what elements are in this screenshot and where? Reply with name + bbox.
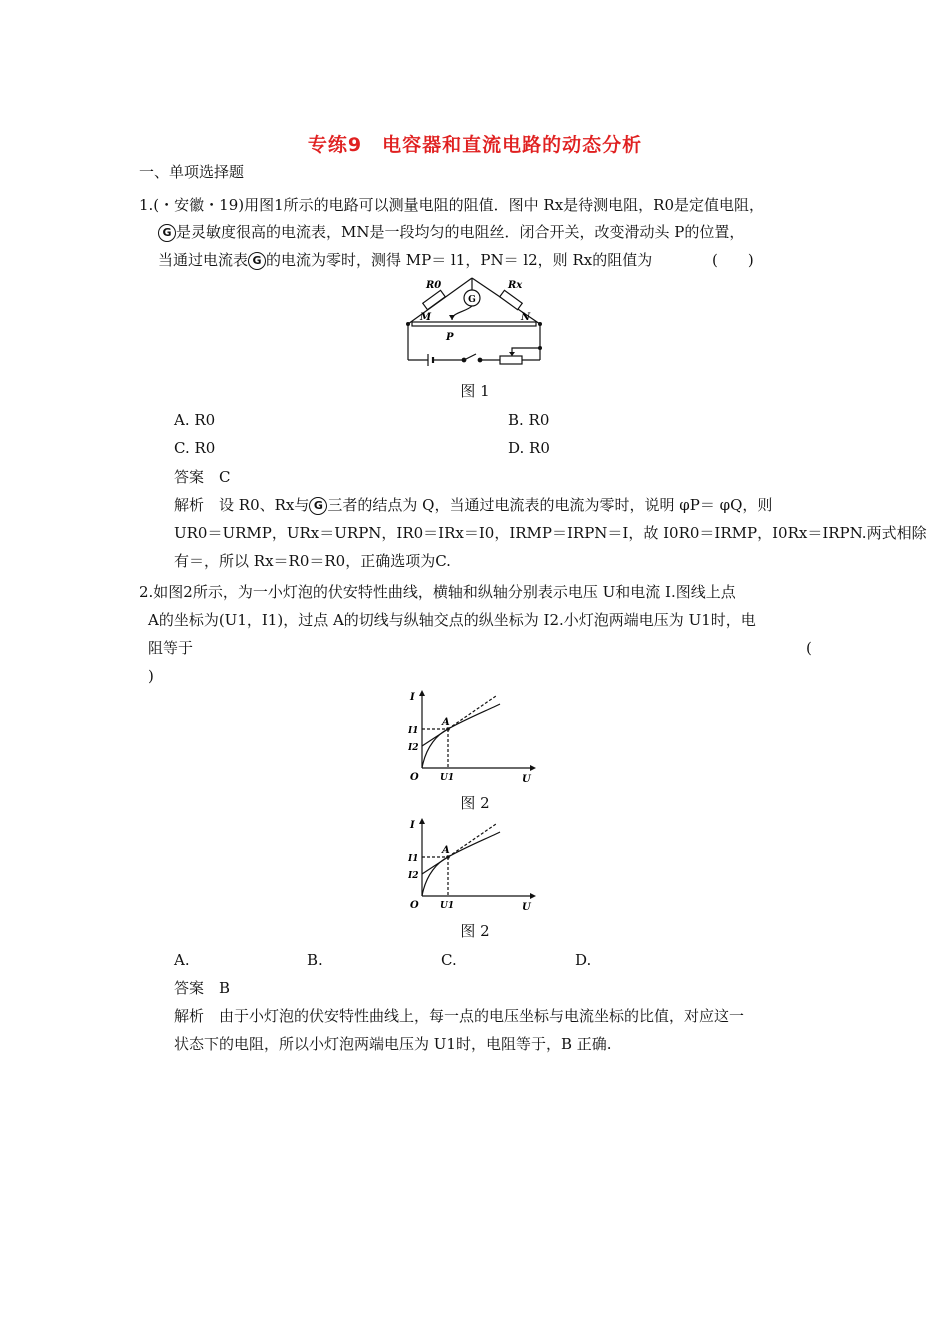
q1-analysis-text-1b: 三者的结点为 Q，当通过电流表的电流为零时，说明 φP＝ φQ，则 bbox=[327, 496, 773, 514]
q1-answer-label: 答案 bbox=[174, 468, 205, 486]
q1-analysis-line-1 bbox=[174, 495, 772, 515]
q2-analysis-text-1: 由于小灯泡的伏安特性曲线上，每一点的电压坐标与电流坐标的比值，对应这一 bbox=[219, 1007, 745, 1025]
graph2-label-i1: I1 bbox=[408, 854, 419, 864]
q2-option-a: A. bbox=[174, 951, 190, 969]
q2-option-b: B. bbox=[307, 951, 323, 969]
graph1-label-i2: I2 bbox=[408, 743, 419, 753]
circuit-label-r0: R0 bbox=[426, 280, 442, 291]
graph2-label-u1: U1 bbox=[440, 901, 455, 911]
graph1-label-u: U bbox=[522, 774, 531, 785]
q1-option-c: C. R0 bbox=[174, 439, 216, 457]
q1-line-2 bbox=[158, 222, 744, 242]
iv-curve-graph-2 bbox=[408, 814, 538, 914]
galvanometer-icon: G bbox=[309, 497, 327, 515]
q1-option-a: A. R0 bbox=[174, 411, 216, 429]
graph2-label-o: O bbox=[410, 900, 419, 911]
circuit-label-rx: Rx bbox=[508, 280, 523, 291]
q1-answer bbox=[174, 467, 231, 487]
graph2-label-a: A bbox=[442, 845, 450, 856]
q2-analysis-label: 解析 bbox=[174, 1007, 205, 1025]
circuit-label-m: M bbox=[420, 312, 432, 323]
figure-2-caption-2: 图 2 bbox=[460, 922, 490, 940]
galvanometer-icon: G bbox=[158, 224, 176, 242]
graph1-label-u1: U1 bbox=[440, 773, 455, 783]
q1-analysis-line-3: 有＝，所以 Rx＝R0＝R0，正确选项为C. bbox=[174, 552, 451, 570]
graph1-label-a: A bbox=[442, 717, 450, 728]
q2-option-d: D. bbox=[575, 951, 592, 969]
circuit-label-p: P bbox=[446, 332, 454, 343]
q2-analysis-line-1 bbox=[174, 1006, 744, 1026]
q1-line-3 bbox=[158, 250, 652, 270]
q2-line-2: A的坐标为(U1，I1)，过点 A的切线与纵轴交点的纵坐标为 I2.小灯泡两端电压为 U1时，电 bbox=[148, 611, 756, 629]
q2-paren-close: ) bbox=[148, 667, 154, 685]
graph1-label-o: O bbox=[410, 772, 419, 783]
graph2-label-u: U bbox=[522, 902, 531, 913]
circuit-diagram bbox=[400, 272, 550, 372]
q1-analysis-text-1a: 设 R0、Rx与 bbox=[219, 496, 310, 514]
graph2-label-i: I bbox=[410, 820, 415, 831]
graph1-label-i: I bbox=[410, 692, 415, 703]
q1-analysis-line-2: UR0＝URMP，URx＝URPN，IR0＝IRx＝I0，IRMP＝IRPN＝I，故 I0R0＝IRMP，I0Rx＝IRPN.两式相除 bbox=[174, 524, 927, 542]
q2-line-3: 阻等于 bbox=[148, 639, 194, 657]
q2-answer bbox=[174, 978, 230, 998]
q1-line-3b-text: 的电流为零时，测得 MP＝ l1，PN＝ l2，则 Rx的阻值为 bbox=[266, 251, 653, 269]
graph2-label-i2: I2 bbox=[408, 871, 419, 881]
q2-option-c: C. bbox=[441, 951, 457, 969]
figure-1-caption: 图 1 bbox=[460, 382, 490, 400]
iv-curve-graph-1 bbox=[408, 686, 538, 786]
q1-answer-paren: ( ) bbox=[712, 251, 754, 269]
circuit-label-g: G bbox=[468, 295, 476, 305]
q1-answer-value: C bbox=[219, 468, 231, 486]
q1-line-1: 1.(・安徽・19)用图1所示的电路可以测量电阻的阻值．图中 Rx是待测电阻，R0是定值电阻， bbox=[139, 196, 765, 214]
section-heading: 一、单项选择题 bbox=[139, 163, 245, 181]
graph1-label-i1: I1 bbox=[408, 726, 419, 736]
q2-line-1: 2.如图2所示，为一小灯泡的伏安特性曲线，横轴和纵轴分别表示电压 U和电流 I.图线上点 bbox=[139, 583, 736, 601]
galvanometer-icon: G bbox=[248, 252, 266, 270]
figure-2-caption-1: 图 2 bbox=[460, 794, 490, 812]
q2-paren-open: ( bbox=[806, 639, 812, 657]
q1-line-2-text: 是灵敏度很高的电流表，MN是一段均匀的电阻丝．闭合开关，改变滑动头 P的位置， bbox=[176, 223, 745, 241]
q2-answer-value: B bbox=[219, 979, 231, 997]
circuit-label-n: N bbox=[521, 312, 531, 323]
q1-option-d: D. R0 bbox=[508, 439, 550, 457]
q2-analysis-line-2: 状态下的电阻，所以小灯泡两端电压为 U1时，电阻等于，B 正确. bbox=[174, 1035, 612, 1053]
q1-analysis-label: 解析 bbox=[174, 496, 205, 514]
q2-answer-label: 答案 bbox=[174, 979, 205, 997]
page-title: 专练9 电容器和直流电路的动态分析 bbox=[307, 134, 643, 156]
q1-line-3-text: 当通过电流表 bbox=[158, 251, 249, 269]
q1-option-b: B. R0 bbox=[508, 411, 550, 429]
